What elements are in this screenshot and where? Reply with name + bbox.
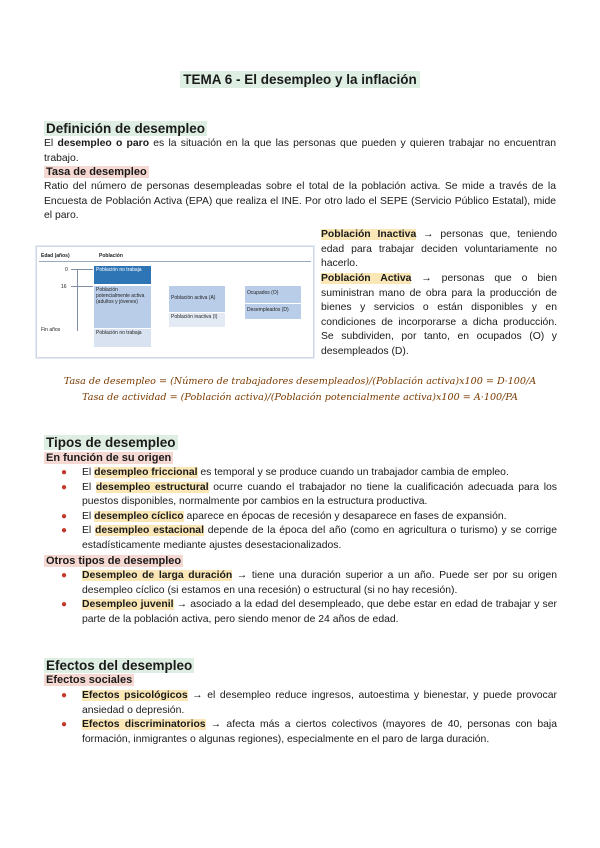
otros-list bbox=[44, 569, 557, 627]
bullet-icon: ● bbox=[61, 525, 68, 536]
bullet-icon: ● bbox=[61, 719, 68, 730]
formula-tasa-actividad: Tasa de actividad = (Población activa)/(Población potencialmente activa)x100 = A·100/PA bbox=[82, 392, 518, 403]
list-item: ● El desempleo cíclico aparece en épocas de recesión y desaparece en fases de expansión. bbox=[44, 510, 557, 525]
section-heading-tipos: Tipos de desempleo bbox=[46, 435, 176, 450]
poblacion-activa-paragraph: Población Activa → personas que o bien suministran mano de obra para la producción de bienes y servicios o están disponibles y en condiciones de incorporarse a dicha producción. Se subdividen, por tanto, en ocupados (O) y desempleados (D). bbox=[321, 273, 557, 357]
diagram-age-0: 0 bbox=[65, 267, 68, 273]
section-heading-definicion: Definición de desempleo bbox=[46, 121, 206, 136]
diagram-box-ocupados: Ocupados (O) bbox=[245, 286, 301, 303]
diagram-box-inactiva: Población inactiva (I) bbox=[169, 313, 225, 327]
definicion-paragraph: El desempleo o paro es la situación en la que las personas que pueden y quieren trabajar no encuentran trabajo. bbox=[44, 138, 556, 164]
bullet-icon: ● bbox=[61, 467, 68, 478]
diagram-box-potencial: Población potencialmente activa (adultos y jóvenes) bbox=[94, 286, 151, 328]
diagram-col-pop: Población bbox=[99, 253, 123, 259]
diagram-col-age: Edad (años) bbox=[41, 253, 70, 259]
poblacion-inactiva-paragraph: Población Inactiva → personas que, teniendo edad para trabajar deciden voluntariamente no hacerlo. bbox=[321, 229, 557, 269]
efectos-list bbox=[44, 689, 557, 747]
bullet-icon: ● bbox=[61, 510, 68, 522]
list-item: ● Efectos discriminatorios → afecta más a ciertos colectivos (mayores de 40, personas con baja formación, inmigrantes o algunas regiones), especialmente en el paro de larga duración. bbox=[61, 719, 557, 745]
subheading-tasa: Tasa de desempleo bbox=[46, 166, 147, 178]
subheading-otros: Otros tipos de desempleo bbox=[46, 555, 182, 567]
bullet-icon: ● bbox=[61, 599, 68, 610]
population-diagram bbox=[36, 246, 314, 358]
diagram-box-activa: Población activa (A) bbox=[169, 286, 225, 312]
list-item: ● Efectos psicológicos → el desempleo reduce ingresos, autoestima y bienestar, y puede provocar ansiedad o depresión. bbox=[61, 690, 557, 716]
list-item: ● El desempleo estacional depende de la época del año (como en agricultura o turismo) y se corrige estadísticamente mediante ajustes desestacionalizados. bbox=[61, 525, 557, 551]
diagram-box-no-trabaja-bottom: Población no trabaja bbox=[94, 329, 151, 347]
list-item: ● Desempleo juvenil → asociado a la edad del desempleado, que debe estar en edad de trabajar y ser parte de la población activa, pero siendo menor de 24 años de edad. bbox=[61, 599, 557, 625]
tasa-paragraph: Ratio del número de personas desempleadas sobre el total de la población activa. Se mide a través de la Encuesta de Población Activa (EPA) que realiza el INE. Por otro lado el SEPE (Servicio Público Estatal), mide el paro. bbox=[44, 181, 556, 221]
list-item: ● El desempleo estructural ocurre cuando el trabajador no tiene la cualificación adecuada para los puestos disponibles, normalmente por cambios en la estructura productiva. bbox=[61, 481, 557, 507]
diagram-box-no-trabaja-top: Población no trabaja bbox=[94, 266, 151, 284]
subheading-sociales: Efectos sociales bbox=[46, 674, 133, 686]
diagram-age-16: 16 bbox=[61, 284, 67, 290]
section-heading-efectos: Efectos del desempleo bbox=[46, 658, 193, 673]
list-item: ● El desempleo friccional es temporal y se produce cuando un trabajador cambia de empleo. bbox=[44, 466, 557, 481]
bullet-icon: ● bbox=[61, 690, 68, 701]
origen-list bbox=[44, 466, 557, 553]
formula-tasa-desempleo: Tasa de desempleo = (Número de trabajadores desempleados)/(Población activa)x100 = D·100/A bbox=[63, 376, 537, 387]
bullet-icon: ● bbox=[61, 570, 68, 581]
page-title: TEMA 6 - El desempleo y la inflación bbox=[0, 72, 600, 87]
subheading-origen: En función de su origen bbox=[46, 452, 172, 464]
diagram-box-desempleados: Desempleados (D) bbox=[245, 304, 301, 319]
diagram-age-end: Fin años bbox=[41, 327, 61, 333]
list-item: ● Desempleo de larga duración → tiene una duración superior a un año. Puede ser por su origen desempleo cíclico (si estamos en una recesión) o estructural (si no hay recesión). bbox=[61, 570, 557, 596]
bullet-icon: ● bbox=[61, 481, 68, 493]
